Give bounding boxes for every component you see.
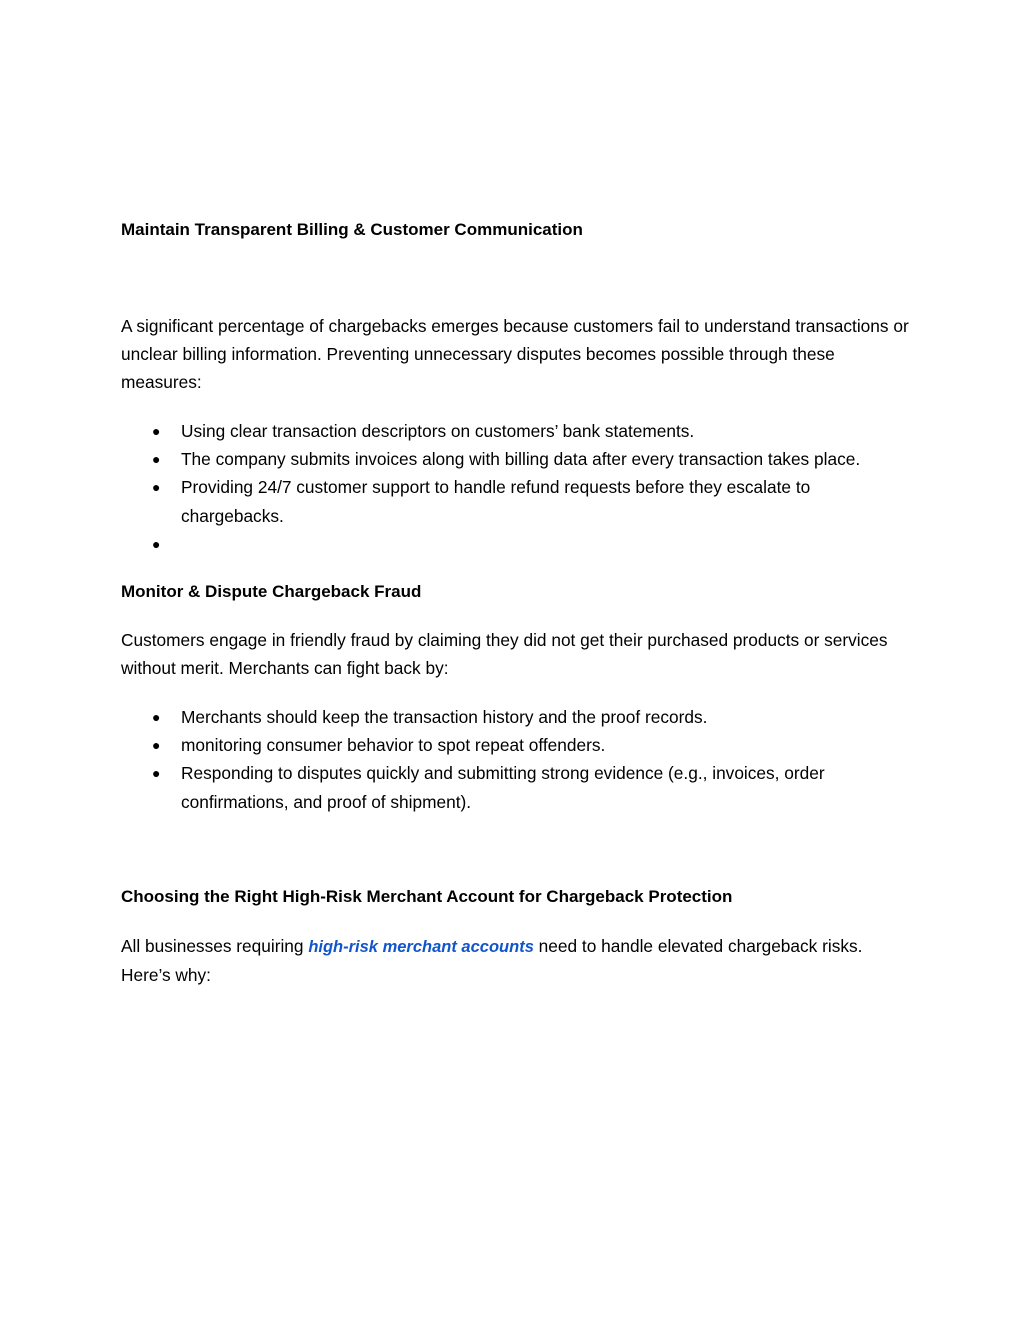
list-item — [121, 731, 911, 759]
bullet-icon: ● — [152, 709, 161, 725]
paragraph-text-after-link: need to handle elevated chargeback risks. Here’s why: — [121, 936, 863, 986]
list-item-text: The company submits invoices along with billing data after every transaction takes place. — [181, 449, 861, 470]
paragraph-fraud-intro: Customers engage in friendly fraud by claiming they did not get their purchased products or services without merit. Merchants can fight back by: — [121, 630, 888, 679]
list-item — [121, 417, 911, 445]
section-heading-billing: Maintain Transparent Billing & Customer Communication — [121, 220, 583, 239]
paragraph-merchant-account — [121, 932, 911, 989]
section-heading-merchant-account: Choosing the Right High-Risk Merchant Account for Chargeback Protection — [121, 887, 733, 906]
bullet-icon: ● — [152, 765, 161, 782]
bullet-icon: ● — [152, 737, 161, 754]
high-risk-merchant-accounts-link[interactable]: high-risk merchant accounts — [308, 938, 534, 956]
list-item-text: monitoring consumer behavior to spot repeat offenders. — [181, 735, 606, 756]
paragraph-text-before-link: All businesses requiring — [121, 936, 309, 956]
bullet-list-billing — [121, 417, 911, 558]
list-item — [121, 445, 911, 473]
list-item — [121, 759, 911, 815]
list-item — [121, 530, 911, 558]
list-item — [121, 703, 911, 731]
list-item — [121, 473, 911, 529]
list-item-text: Providing 24/7 customer support to handle refund requests before they escalate to chargebacks. — [181, 477, 811, 526]
list-item-text: Using clear transaction descriptors on customers’ bank statements. — [181, 421, 695, 441]
bullet-icon: ● — [152, 423, 161, 439]
paragraph-billing-intro: A significant percentage of chargebacks emerges because customers fail to understand transactions or unclear billing information. Preventing unnecessary disputes becomes possible through these measures: — [121, 316, 909, 393]
bullet-list-fraud — [121, 703, 911, 816]
bullet-icon: ● — [152, 479, 161, 496]
section-heading-fraud: Monitor & Dispute Chargeback Fraud — [121, 582, 422, 601]
list-item-text: Merchants should keep the transaction history and the proof records. — [181, 707, 708, 727]
document-page — [121, 0, 911, 1325]
list-item-text: Responding to disputes quickly and submitting strong evidence (e.g., invoices, order confirmations, and proof of shipment). — [181, 763, 825, 812]
bullet-icon: ● — [152, 451, 161, 468]
bullet-icon: ● — [152, 535, 161, 552]
